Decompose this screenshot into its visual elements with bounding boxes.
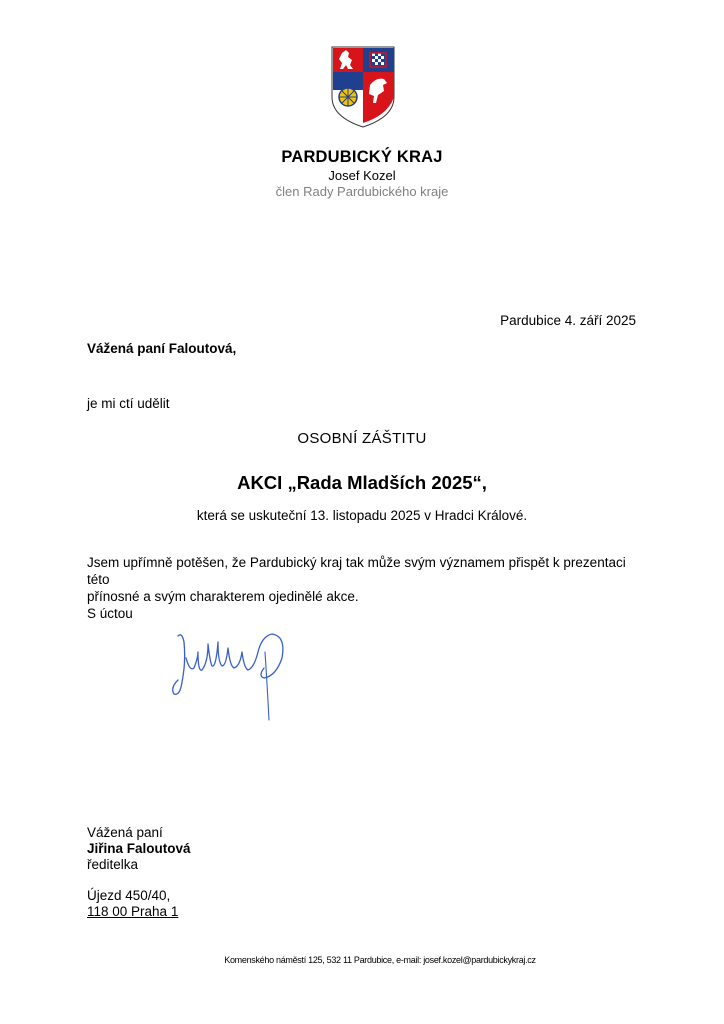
coat-of-arms-icon xyxy=(330,45,396,129)
body-paragraph xyxy=(87,554,647,605)
addressee-city: 118 00 Praha 1 xyxy=(87,904,179,919)
letter-date: Pardubice 4. září 2025 xyxy=(500,313,636,328)
addressee-title: Vážená paní xyxy=(87,825,163,840)
intro-text: je mi ctí udělit xyxy=(87,396,170,411)
signature-icon xyxy=(168,622,298,726)
body-line-2: přínosné a svým charakterem ojedinělé akce. xyxy=(87,589,359,604)
addressee-name: Jiřina Faloutová xyxy=(87,841,191,856)
sender-role: člen Rady Pardubického kraje xyxy=(275,184,449,199)
salutation: Vážená paní Faloutová, xyxy=(87,341,237,356)
addressee-position: ředitelka xyxy=(87,857,139,872)
event-date: která se uskuteční 13. listopadu 2025 v Hradci Králové. xyxy=(196,508,528,523)
organization-name: PARDUBICKÝ KRAJ xyxy=(281,148,443,166)
sender-name: Josef Kozel xyxy=(328,168,396,183)
addressee-street: Újezd 450/40, xyxy=(87,888,171,903)
event-title: AKCI „Rada Mladších 2025“, xyxy=(237,472,487,493)
patronage-heading: OSOBNÍ ZÁŠTITU xyxy=(297,430,427,447)
footer-contact: Komenského náměstí 125, 532 11 Pardubice, e-mail: josef.kozel@pardubickykraj.cz xyxy=(224,955,536,965)
body-line-1: Jsem upřímně potěšen, že Pardubický kraj tak může svým významem přispět k prezentaci této xyxy=(87,555,626,587)
closing: S úctou xyxy=(87,606,133,621)
